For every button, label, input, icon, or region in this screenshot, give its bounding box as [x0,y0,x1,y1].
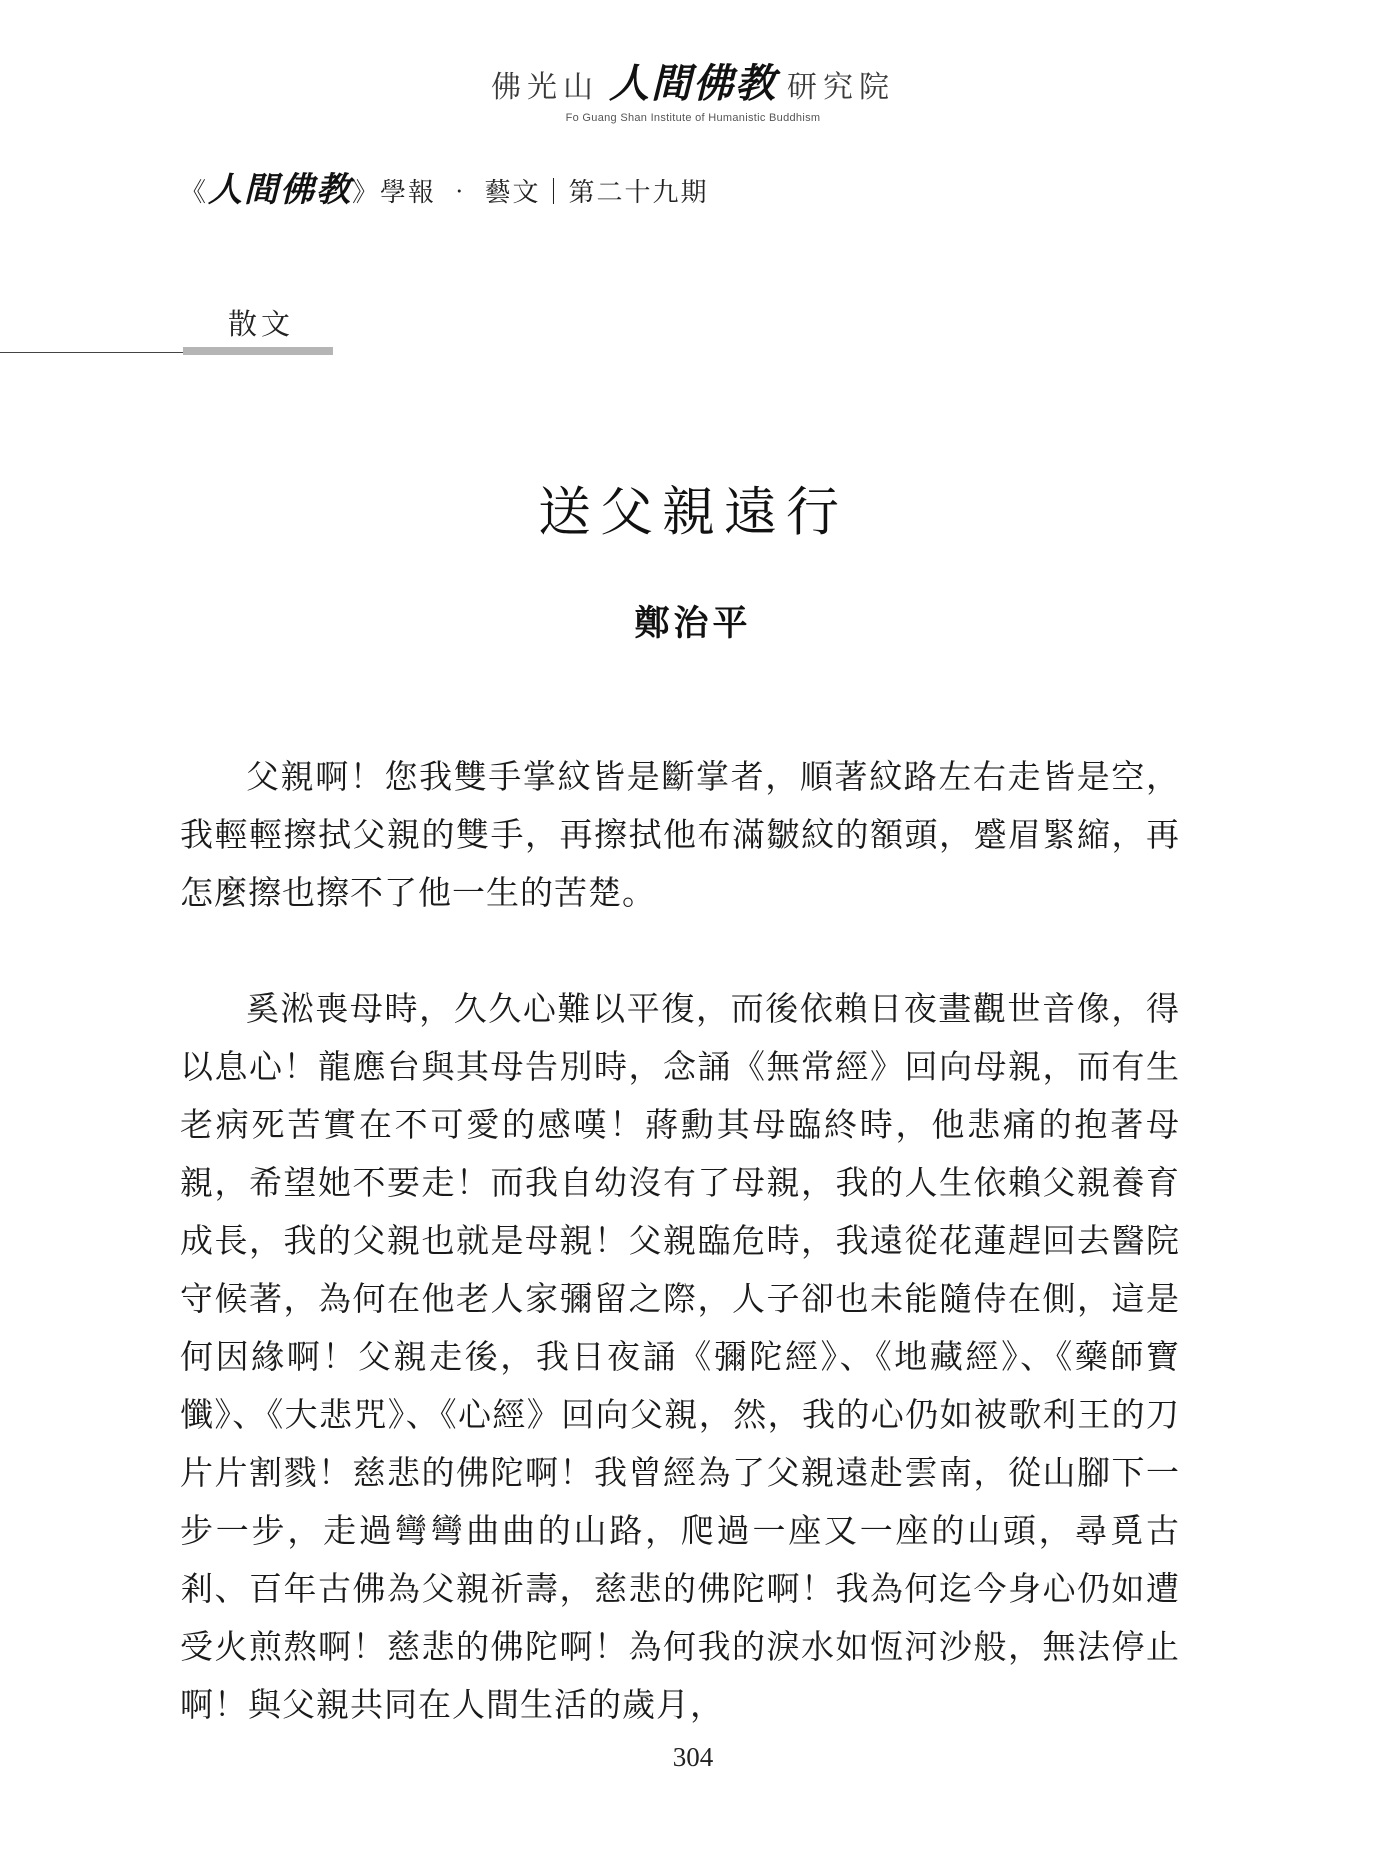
section-label: 散文 [228,307,295,341]
institute-english-name: Fo Guang Shan Institute of Humanistic Buddhism [565,112,821,124]
running-header-open-bracket: 《 [180,178,209,208]
running-header-rest: 》學報 ‧ 藝文｜第二十九期 [352,178,709,208]
article-paragraph-2: 奚淞喪母時，久久心難以平復，而後依賴日夜畫觀世音像，得以息心！龍應台與其母告別時，念誦《無常經》回向母親，而有生老病死苦實在不可愛的感嘆！蔣勳其母臨終時，他悲痛的抱著母親，希望她不要走！而我自幼沒有了母親，我的人生依賴父親養育成長，我的父親也就是母親！父親臨危時，我遠從花蓮趕回去醫院守候著，為何在他老人家彌留之際，人子卻也未能隨侍在側，這是何因緣啊！父親走後，我日夜誦《彌陀經》、《地藏經》、《藥師寶懺》、《大悲咒》、《心經》回向父親，然，我的心仍如被歌利王的刀片片割戮！慈悲的佛陀啊！我曾經為了父親遠赴雲南，從山腳下一步一步，走過彎彎曲曲的山路，爬過一座又一座的山頭，尋覓古剎、百年古佛為父親祈壽，慈悲的佛陀啊！我為何迄今身心仍如遭受火煎熬啊！慈悲的佛陀啊！為何我的淚水如恆河沙般，無法停止啊！與父親共同在人間生活的歲月， [180,989,1180,1724]
institute-name-suffix: 研究院 [787,70,895,105]
article-paragraph-1: 父親啊！您我雙手掌紋皆是斷掌者，順著紋路左右走皆是空，我輕輕擦拭父親的雙手，再擦拭他布滿皺紋的額頭，蹙眉緊縮，再怎麼擦也擦不了他一生的苦楚。 [180,757,1180,912]
institute-masthead [0,62,1386,124]
institute-name [0,62,1386,110]
journal-running-header [180,162,709,211]
running-header-brand: 人間佛教 [208,170,353,210]
institute-logo-brand: 人間佛教 [609,60,777,107]
article-body [180,748,1180,1734]
article-title: 送父親遠行 [538,482,848,543]
page-number: 304 [672,1742,714,1772]
article-author: 鄭治平 [634,603,752,644]
institute-name-prefix: 佛光山 [491,70,599,105]
section-rule-thick [183,347,333,355]
